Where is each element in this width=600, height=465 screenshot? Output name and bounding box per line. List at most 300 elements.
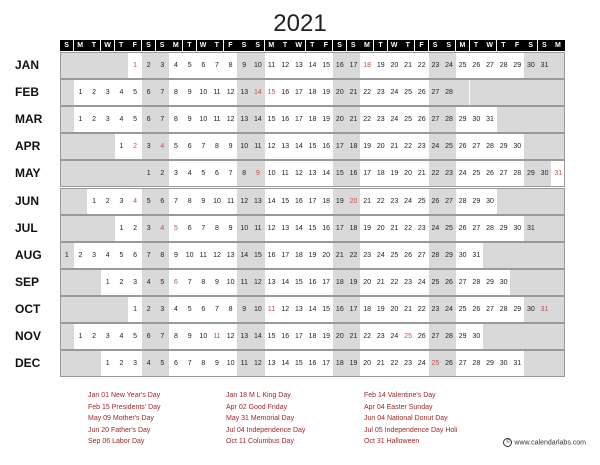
day-cell[interactable]: 2 (142, 296, 156, 323)
day-cell[interactable]: 30 (538, 160, 552, 187)
day-cell[interactable]: 5 (133, 116, 138, 124)
day-cell[interactable]: 22 (363, 116, 372, 124)
day-cell[interactable]: 15 (251, 242, 265, 269)
day-cell[interactable]: 6 (187, 143, 192, 151)
day-cell[interactable]: 26 (458, 224, 467, 232)
day-cell[interactable]: 7 (187, 360, 192, 368)
day-cell[interactable]: 9 (201, 197, 206, 205)
day-cell[interactable]: 9 (251, 160, 265, 187)
day-cell[interactable]: 27 (486, 305, 494, 313)
day-cell[interactable]: 17 (294, 116, 303, 124)
day-cell[interactable]: 5 (174, 224, 178, 232)
day-cell[interactable]: 6 (215, 170, 219, 178)
day-cell[interactable]: 6 (142, 79, 156, 106)
day-cell[interactable]: 25 (458, 305, 467, 313)
day-cell[interactable]: 22 (363, 89, 372, 97)
day-cell[interactable]: 16 (333, 296, 347, 323)
day-cell[interactable]: 1 (92, 197, 97, 205)
day-cell[interactable]: 18 (333, 269, 347, 296)
day-cell[interactable]: 9 (187, 116, 192, 124)
day-cell[interactable]: 29 (499, 143, 508, 151)
day-cell[interactable]: 29 (524, 160, 538, 187)
day-cell[interactable]: 8 (215, 224, 219, 232)
day-cell[interactable]: 3 (105, 116, 110, 124)
day-cell[interactable]: 16 (281, 333, 290, 340)
day-cell[interactable]: 26 (472, 305, 481, 313)
day-cell[interactable]: 15 (333, 160, 347, 187)
day-cell[interactable]: 12 (294, 170, 303, 178)
credit-text[interactable] (503, 438, 586, 447)
day-cell[interactable]: 18 (333, 350, 347, 377)
day-cell[interactable]: 2 (119, 360, 124, 368)
day-cell[interactable]: 13 (267, 360, 276, 368)
day-cell[interactable]: 23 (376, 333, 385, 340)
day-cell[interactable]: 17 (308, 197, 317, 205)
day-cell[interactable]: 11 (267, 305, 276, 313)
day-cell[interactable]: 24 (390, 333, 399, 340)
day-cell[interactable]: 26 (442, 350, 456, 377)
day-cell[interactable]: 30 (472, 116, 481, 124)
day-cell[interactable]: 20 (376, 143, 385, 151)
day-cell[interactable]: 10 (199, 89, 208, 97)
day-cell[interactable]: 4 (119, 333, 124, 340)
day-cell[interactable]: 16 (322, 143, 331, 151)
day-cell[interactable]: 25 (404, 333, 412, 340)
day-cell[interactable]: 10 (267, 170, 276, 178)
day-cell[interactable]: 30 (513, 143, 522, 151)
day-cell[interactable]: 26 (486, 170, 494, 178)
day-cell[interactable]: 15 (281, 197, 290, 205)
day-cell[interactable]: 6 (142, 323, 156, 350)
day-cell[interactable]: 2 (133, 224, 138, 232)
day-cell[interactable]: 28 (442, 323, 456, 350)
day-cell[interactable]: 17 (281, 251, 290, 259)
day-cell[interactable]: 12 (237, 188, 251, 215)
day-cell[interactable]: 9 (215, 278, 219, 286)
day-cell[interactable]: 5 (201, 170, 206, 178)
day-cell[interactable]: 10 (226, 360, 235, 368)
day-cell[interactable]: 11 (251, 215, 265, 242)
day-cell[interactable]: 27 (486, 62, 494, 69)
day-cell[interactable]: 27 (472, 224, 481, 232)
day-cell[interactable]: 11 (237, 350, 251, 377)
day-cell[interactable]: 15 (267, 116, 276, 124)
day-cell[interactable]: 24 (376, 251, 385, 259)
day-cell[interactable]: 9 (228, 143, 233, 151)
day-cell[interactable]: 28 (472, 360, 481, 368)
day-cell[interactable]: 24 (417, 360, 426, 368)
day-cell[interactable]: 3 (119, 197, 124, 205)
day-cell[interactable]: 26 (404, 251, 412, 259)
day-cell[interactable]: 26 (442, 269, 456, 296)
day-cell[interactable]: 9 (215, 360, 219, 368)
day-cell[interactable]: 8 (156, 242, 170, 269)
day-cell[interactable]: 9 (187, 333, 192, 340)
day-cell[interactable]: 3 (174, 170, 178, 178)
day-cell[interactable]: 2 (92, 116, 97, 124)
day-cell[interactable]: 20 (390, 305, 399, 313)
day-cell[interactable]: 15 (294, 360, 303, 368)
day-cell[interactable]: 7 (228, 170, 233, 178)
day-cell[interactable]: 6 (201, 305, 206, 313)
day-cell[interactable]: 8 (215, 143, 219, 151)
day-cell[interactable]: 16 (322, 224, 331, 232)
day-cell[interactable]: 23 (429, 52, 443, 79)
day-cell[interactable]: 29 (513, 305, 522, 313)
day-cell[interactable]: 19 (333, 188, 347, 215)
day-cell[interactable]: 17 (322, 278, 331, 286)
day-cell[interactable]: 24 (442, 296, 456, 323)
day-cell[interactable]: 4 (119, 116, 124, 124)
day-cell[interactable]: 1 (105, 278, 110, 286)
day-cell[interactable]: 11 (213, 89, 221, 97)
day-cell[interactable]: 21 (376, 360, 385, 368)
day-cell[interactable]: 10 (199, 333, 208, 340)
day-cell[interactable]: 21 (404, 62, 412, 69)
day-cell[interactable]: 31 (538, 296, 552, 323)
day-cell[interactable]: 24 (390, 89, 399, 97)
day-cell[interactable]: 13 (267, 278, 276, 286)
day-cell[interactable]: 7 (187, 278, 192, 286)
day-cell[interactable]: 14 (294, 224, 303, 232)
day-cell[interactable]: 10 (185, 251, 194, 259)
day-cell[interactable]: 29 (458, 333, 467, 340)
day-cell[interactable]: 27 (499, 170, 508, 178)
day-cell[interactable]: 25 (472, 170, 481, 178)
day-cell[interactable]: 29 (486, 360, 494, 368)
day-cell[interactable]: 30 (524, 296, 538, 323)
day-cell[interactable]: 29 (513, 62, 522, 69)
day-cell[interactable]: 10 (251, 296, 265, 323)
day-cell[interactable]: 13 (281, 143, 290, 151)
day-cell[interactable]: 2 (78, 251, 83, 259)
day-cell[interactable]: 11 (281, 170, 289, 178)
day-cell[interactable]: 22 (363, 333, 372, 340)
day-cell[interactable]: 29 (472, 197, 481, 205)
day-cell[interactable]: 22 (390, 278, 399, 286)
day-cell[interactable]: 1 (78, 89, 83, 97)
day-cell[interactable]: 10 (199, 116, 208, 124)
day-cell[interactable]: 9 (174, 251, 178, 259)
day-cell[interactable]: 18 (347, 133, 361, 160)
day-cell[interactable]: 12 (251, 269, 265, 296)
day-cell[interactable]: 30 (499, 360, 508, 368)
day-cell[interactable]: 17 (294, 333, 303, 340)
day-cell[interactable]: 1 (133, 62, 138, 69)
day-cell[interactable]: 24 (404, 197, 412, 205)
day-cell[interactable]: 12 (213, 251, 221, 259)
day-cell[interactable]: 14 (251, 323, 265, 350)
day-cell[interactable]: 20 (333, 323, 347, 350)
day-cell[interactable]: 11 (237, 269, 251, 296)
day-cell[interactable]: 5 (133, 333, 138, 340)
day-cell[interactable]: 15 (267, 333, 276, 340)
day-cell[interactable]: 8 (174, 333, 178, 340)
day-cell[interactable]: 1 (105, 360, 110, 368)
day-cell[interactable]: 16 (347, 160, 361, 187)
day-cell[interactable]: 17 (347, 52, 361, 79)
day-cell[interactable]: 25 (390, 251, 399, 259)
day-cell[interactable]: 14 (308, 62, 317, 69)
day-cell[interactable]: 21 (347, 106, 361, 133)
day-cell[interactable]: 16 (333, 52, 347, 79)
day-cell[interactable]: 15 (294, 278, 303, 286)
day-cell[interactable]: 31 (513, 360, 522, 368)
day-cell[interactable]: 14 (281, 278, 290, 286)
day-cell[interactable]: 29 (486, 278, 494, 286)
day-cell[interactable]: 18 (363, 62, 372, 69)
day-cell[interactable]: 29 (458, 116, 467, 124)
day-cell[interactable]: 3 (133, 278, 138, 286)
day-cell[interactable]: 22 (404, 143, 412, 151)
day-cell[interactable]: 25 (404, 89, 412, 97)
day-cell[interactable]: 28 (499, 305, 508, 313)
day-cell[interactable]: 5 (142, 188, 156, 215)
day-cell[interactable]: 15 (322, 62, 331, 69)
day-cell[interactable]: 28 (458, 197, 467, 205)
day-cell[interactable]: 19 (347, 269, 361, 296)
day-cell[interactable]: 9 (228, 224, 233, 232)
day-cell[interactable]: 11 (199, 251, 207, 259)
day-cell[interactable]: 23 (417, 224, 426, 232)
day-cell[interactable]: 21 (347, 79, 361, 106)
day-cell[interactable]: 22 (390, 360, 399, 368)
day-cell[interactable]: 31 (538, 52, 552, 79)
day-cell[interactable]: 24 (429, 133, 443, 160)
day-cell[interactable]: 19 (322, 116, 331, 124)
day-cell[interactable]: 28 (429, 242, 443, 269)
day-cell[interactable]: 22 (417, 62, 426, 69)
day-cell[interactable]: 16 (308, 360, 317, 368)
day-cell[interactable]: 26 (417, 333, 426, 340)
day-cell[interactable]: 2 (119, 278, 124, 286)
day-cell[interactable]: 30 (513, 224, 522, 232)
day-cell[interactable]: 13 (308, 170, 317, 178)
day-cell[interactable]: 23 (442, 160, 456, 187)
day-cell[interactable]: 31 (486, 116, 494, 124)
day-cell[interactable]: 21 (417, 170, 426, 178)
day-cell[interactable]: 13 (294, 62, 303, 69)
day-cell[interactable]: 12 (267, 224, 276, 232)
day-cell[interactable]: 29 (499, 224, 508, 232)
day-cell[interactable]: 11 (226, 197, 235, 205)
day-cell[interactable]: 27 (442, 188, 456, 215)
day-cell[interactable]: 2 (105, 197, 110, 205)
day-cell[interactable]: 26 (417, 116, 426, 124)
day-cell[interactable]: 14 (322, 170, 331, 178)
day-cell[interactable]: 30 (486, 197, 494, 205)
day-cell[interactable]: 4 (156, 133, 170, 160)
day-cell[interactable]: 27 (417, 251, 426, 259)
day-cell[interactable]: 25 (442, 133, 456, 160)
day-cell[interactable]: 10 (213, 197, 221, 205)
day-cell[interactable]: 27 (458, 278, 467, 286)
day-cell[interactable]: 9 (187, 89, 192, 97)
day-cell[interactable]: 17 (363, 170, 372, 178)
day-cell[interactable]: 23 (363, 251, 372, 259)
day-cell[interactable]: 17 (333, 133, 347, 160)
day-cell[interactable]: 19 (308, 251, 317, 259)
day-cell[interactable]: 3 (156, 52, 170, 79)
day-cell[interactable]: 30 (524, 52, 538, 79)
day-cell[interactable]: 19 (376, 305, 385, 313)
day-cell[interactable]: 2 (142, 52, 156, 79)
day-cell[interactable]: 24 (429, 215, 443, 242)
day-cell[interactable]: 20 (404, 170, 412, 178)
day-cell[interactable]: 30 (458, 251, 467, 259)
day-cell[interactable]: 23 (417, 143, 426, 151)
day-cell[interactable]: 28 (472, 278, 481, 286)
day-cell[interactable]: 19 (376, 62, 385, 69)
day-cell[interactable]: 1 (142, 160, 156, 187)
day-cell[interactable]: 3 (142, 215, 156, 242)
day-cell[interactable]: 8 (228, 305, 233, 313)
day-cell[interactable]: 2 (133, 143, 138, 151)
day-cell[interactable]: 6 (156, 188, 170, 215)
day-cell[interactable]: 3 (92, 251, 97, 259)
day-cell[interactable]: 31 (554, 170, 563, 178)
day-cell[interactable]: 6 (133, 251, 138, 259)
day-cell[interactable]: 3 (133, 360, 138, 368)
day-cell[interactable]: 7 (201, 224, 206, 232)
day-cell[interactable]: 20 (363, 278, 372, 286)
day-cell[interactable]: 18 (376, 170, 385, 178)
day-cell[interactable]: 11 (213, 116, 221, 124)
day-cell[interactable]: 20 (333, 79, 347, 106)
day-cell[interactable]: 10 (226, 278, 235, 286)
day-cell[interactable]: 16 (267, 251, 276, 259)
day-cell[interactable]: 4 (105, 251, 110, 259)
day-cell[interactable]: 25 (429, 350, 443, 377)
day-cell[interactable]: 13 (251, 188, 265, 215)
day-cell[interactable]: 28 (513, 170, 522, 178)
day-cell[interactable]: 16 (281, 116, 290, 124)
day-cell[interactable]: 18 (308, 116, 317, 124)
day-cell[interactable]: 7 (156, 106, 170, 133)
day-cell[interactable]: 17 (333, 215, 347, 242)
day-cell[interactable]: 5 (133, 89, 138, 97)
day-cell[interactable]: 11 (267, 62, 276, 69)
day-cell[interactable]: 18 (322, 197, 331, 205)
day-cell[interactable]: 27 (458, 360, 467, 368)
day-cell[interactable]: 15 (267, 89, 276, 97)
day-cell[interactable]: 14 (251, 106, 265, 133)
day-cell[interactable]: 14 (308, 305, 317, 313)
day-cell[interactable]: 8 (237, 160, 251, 187)
day-cell[interactable]: 1 (119, 224, 124, 232)
day-cell[interactable]: 16 (308, 278, 317, 286)
day-cell[interactable]: 22 (429, 160, 443, 187)
day-cell[interactable]: 25 (404, 116, 412, 124)
day-cell[interactable]: 24 (458, 170, 467, 178)
day-cell[interactable]: 28 (486, 143, 494, 151)
day-cell[interactable]: 4 (133, 197, 138, 205)
day-cell[interactable]: 1 (78, 116, 83, 124)
day-cell[interactable]: 3 (105, 333, 110, 340)
day-cell[interactable]: 17 (322, 360, 331, 368)
day-cell[interactable]: 25 (429, 269, 443, 296)
day-cell[interactable]: 23 (404, 278, 412, 286)
day-cell[interactable]: 1 (119, 143, 124, 151)
day-cell[interactable]: 23 (376, 89, 385, 97)
day-cell[interactable]: 13 (226, 251, 235, 259)
day-cell[interactable]: 21 (333, 242, 347, 269)
day-cell[interactable]: 6 (187, 224, 192, 232)
day-cell[interactable]: 30 (472, 333, 481, 340)
day-cell[interactable]: 28 (442, 106, 456, 133)
day-cell[interactable]: 23 (429, 296, 443, 323)
day-cell[interactable]: 14 (294, 143, 303, 151)
day-cell[interactable]: 15 (308, 224, 317, 232)
day-cell[interactable]: 19 (363, 143, 372, 151)
day-cell[interactable]: 8 (174, 116, 178, 124)
day-cell[interactable]: 30 (499, 278, 508, 286)
day-cell[interactable]: 22 (347, 242, 361, 269)
day-cell[interactable]: 12 (226, 116, 235, 124)
day-cell[interactable]: 17 (294, 89, 303, 97)
day-cell[interactable]: 13 (237, 79, 251, 106)
day-cell[interactable]: 6 (201, 62, 206, 69)
day-cell[interactable]: 13 (281, 224, 290, 232)
day-cell[interactable]: 2 (92, 333, 97, 340)
day-cell[interactable]: 8 (201, 278, 206, 286)
day-cell[interactable]: 18 (347, 215, 361, 242)
day-cell[interactable]: 6 (174, 360, 178, 368)
day-cell[interactable]: 4 (187, 170, 192, 178)
day-cell[interactable]: 24 (390, 116, 399, 124)
day-cell[interactable]: 5 (187, 305, 192, 313)
day-cell[interactable]: 3 (142, 133, 156, 160)
day-cell[interactable]: 22 (404, 224, 412, 232)
day-cell[interactable]: 20 (347, 188, 361, 215)
day-cell[interactable]: 31 (472, 251, 481, 259)
day-cell[interactable]: 16 (281, 89, 290, 97)
day-cell[interactable]: 29 (442, 242, 456, 269)
day-cell[interactable]: 1 (78, 333, 83, 340)
day-cell[interactable]: 4 (156, 215, 170, 242)
day-cell[interactable]: 28 (486, 224, 494, 232)
day-cell[interactable]: 25 (442, 215, 456, 242)
day-cell[interactable]: 11 (251, 133, 265, 160)
day-cell[interactable]: 24 (417, 278, 426, 286)
day-cell[interactable]: 18 (294, 251, 303, 259)
day-cell[interactable]: 20 (322, 251, 331, 259)
day-cell[interactable]: 7 (174, 197, 178, 205)
day-cell[interactable]: 7 (142, 242, 156, 269)
day-cell[interactable]: 7 (215, 305, 219, 313)
day-cell[interactable]: 6 (174, 278, 178, 286)
day-cell[interactable]: 19 (390, 170, 399, 178)
day-cell[interactable]: 21 (376, 278, 385, 286)
day-cell[interactable]: 7 (156, 323, 170, 350)
day-cell[interactable]: 4 (142, 350, 156, 377)
day-cell[interactable]: 18 (308, 89, 317, 97)
day-cell[interactable]: 31 (524, 215, 538, 242)
day-cell[interactable]: 8 (228, 62, 233, 69)
day-cell[interactable]: 28 (442, 79, 456, 106)
day-cell[interactable]: 5 (174, 143, 178, 151)
day-cell[interactable]: 2 (92, 89, 97, 97)
day-cell[interactable]: 19 (322, 333, 331, 340)
day-cell[interactable]: 24 (442, 52, 456, 79)
day-cell[interactable]: 10 (237, 215, 251, 242)
day-cell[interactable]: 19 (322, 89, 331, 97)
day-cell[interactable]: 10 (237, 133, 251, 160)
day-cell[interactable]: 22 (417, 305, 426, 313)
day-cell[interactable]: 26 (458, 143, 467, 151)
day-cell[interactable]: 18 (308, 333, 317, 340)
day-cell[interactable]: 14 (251, 79, 265, 106)
